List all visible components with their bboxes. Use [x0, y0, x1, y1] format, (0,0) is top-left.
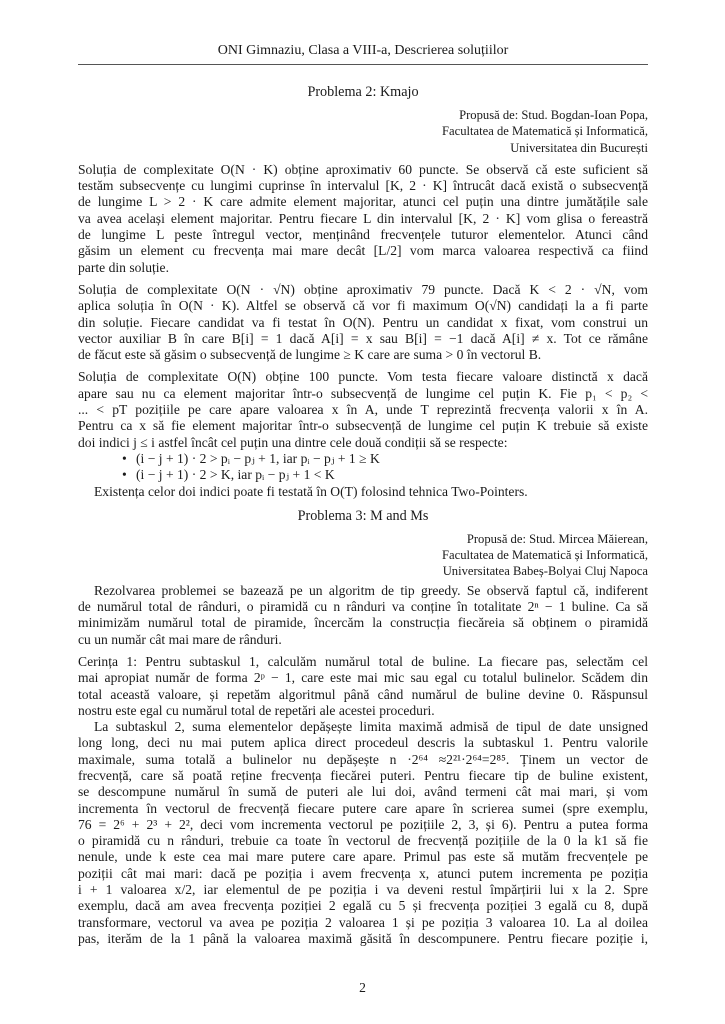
text-line: i + 1 valoarea x/2, iar elementul de pe poziția i va deveni restul împărțirii lui x la 2. Spre — [78, 882, 648, 898]
condition-text: (i − j + 1) · 2 > pᵢ − pⱼ + 1, iar pᵢ − pⱼ + 1 ≥ K — [136, 450, 380, 466]
condition-item — [78, 467, 648, 483]
text-line: nenule, unde k este cea mai mare putere care apare. Primul pas este să mutăm frecvențele pe — [78, 849, 648, 865]
text-line: mai apropiat număr de forma 2ᵖ − 1, care este mai mic sau egal cu totalul bulinelor. Scădem din — [78, 670, 648, 686]
problem-3-title: Problema 3: M and Ms — [297, 507, 429, 524]
author-line: Universitatea din București — [510, 140, 648, 155]
problem-3-paragraph-2 — [78, 654, 648, 719]
conditions-list — [78, 451, 648, 484]
text-line: Soluția de complexitate O(N · K) obține aproximativ 60 puncte. Se observă că este suficient să — [78, 161, 648, 177]
text-line: poziții cât mai mari: dacă pe poziția i avem frecvența x, atunci putem incrementa pe poziția — [78, 865, 648, 881]
text-line: din soluție. Fiecare candidat va fi testat în O(N). Pentru un candidat x fixat, vom construi un — [78, 314, 648, 330]
text-line: maximale, suma totală a bulinelor nu depășește n ·2⁶⁴ ≈2²¹·2⁶⁴=2⁸⁵. Ținem un vector de — [78, 751, 648, 767]
problem-2-paragraph-2 — [78, 282, 648, 363]
text-line: transformare, vectorul va avea pe poziția 2 valoarea 1 și pe poziția 3 valoarea 10. La al doilea — [78, 914, 648, 930]
problem-2-author — [78, 107, 648, 156]
text-line: minimizăm numărul total de piramide, încercăm la construcția fiecăreia să obținem o piramidă — [78, 615, 648, 631]
text-line: pas, iterăm de la 1 până la valoarea maximă găsită în descompunere. Pentru fiecare poziție i, — [78, 930, 648, 946]
problem-3-paragraph-1 — [78, 583, 648, 648]
text-line: de făcut este să găsim o subsecvență de lungime ≥ K care are suma > 0 în vectorul B. — [78, 347, 542, 363]
running-header: ONI Gimnaziu, Clasa a VIII-a, Descrierea soluțiilor — [78, 43, 648, 65]
text-line: vector auxiliar B în care B[i] = 1 dacă A[i] = x sau B[i] = −1 dacă A[i] ≠ x. Tot ce rămâne — [78, 330, 648, 346]
text-line: doi indici j ≤ i astfel încât cel puțin una dintre cele două condiții să se respecte: — [78, 434, 508, 450]
text-line: Soluția de complexitate O(N · √N) obține aproximativ 79 puncte. Dacă K < 2 · √N, vom — [78, 281, 648, 297]
text-line: Pentru ca x să fie element majoritar într-o subsecvență de lungime cel puțin K trebuie să existe — [78, 418, 648, 434]
text-line: va avea același element majoritar. Pentru fiecare L din intervalul [K, 2 · K] vom glisa o fereastră — [78, 210, 648, 226]
text-line: total această valoare, și repetăm algoritmul până când numărul de buline devine 0. Răspunsul — [78, 686, 648, 702]
author-line: Propusă de: Stud. Mircea Măierean, — [466, 531, 648, 546]
text-line: nostru este egal cu numărul total de repetări ale acestei proceduri. — [78, 702, 435, 718]
text-line: long long, deci nu mai putem aplica direct procedeul descris la subtaskul 1. Pentru valorile — [78, 735, 648, 751]
text-line: 76 = 2⁶ + 2³ + 2², deci vom incrementa vectorul pe pozițiile 2, 3, și 6). Pentru a putea forma — [78, 816, 648, 832]
text-line: de lungime L peste întregul vector, menținând frecvențele tuturor elementelor. Atunci când — [78, 227, 648, 243]
author-line: Facultatea de Matematică și Informatică, — [442, 548, 648, 563]
text-line: aplica soluția în O(N · K). Altfel se observă că vor fi maximum O(√N) candidați la a fi parte — [78, 298, 648, 314]
author-line: Propusă de: Stud. Bogdan-Ioan Popa, — [459, 108, 648, 122]
text-line: se descompune numărul în sumă de puteri ale lui doi, având termeni cât mai mari, și vom — [78, 784, 648, 800]
problem-2-closing: Existența celor doi indici poate fi testată în O(T) folosind tehnica Two-Pointers. — [94, 483, 528, 499]
author-line: Facultatea de Matematică și Informatică, — [442, 124, 648, 139]
problem-2-paragraph-3 — [78, 369, 648, 450]
text-line: cu un număr cât mai mare de rânduri. — [78, 631, 282, 647]
text-line: găsim un element cu frecvența mai mare decât [L/2] vom marca valoarea respectivă ca fiind — [78, 243, 648, 259]
condition-item — [78, 451, 648, 467]
bullet-icon: • — [122, 450, 127, 466]
text-line: La subtaskul 2, suma elementelor depășește limita maximă admisă de tipul de date unsigned — [94, 719, 648, 735]
bullet-icon: • — [122, 467, 127, 483]
text-line: Cerința 1: Pentru subtaskul 1, calculăm numărul total de buline. La fiecare pas, selectăm cel — [78, 653, 648, 669]
problem-3-author — [78, 531, 648, 580]
text-line: apare sau nu ca element majoritar într-o subsecvență de lungime cel puțin K. Fie p₁ < p₂ < — [78, 385, 648, 401]
text-line: de numărul total de rânduri, o piramidă cu n rânduri va conține în totalitate 2ⁿ − 1 buline. Ca să — [78, 599, 648, 615]
page-number: 2 — [359, 980, 366, 995]
text-line: frecvență, care să poată reține frecvența fiecărei puteri. Pentru fiecare tip de buline existent, — [78, 767, 648, 783]
text-line: de lungime L > 2 · K care admite element majoritar, atunci cel puțin una dintre jumătățile sale — [78, 194, 648, 210]
text-line: Soluția de complexitate O(N) obține 100 puncte. Vom testa fiecare valoare distinctă x dacă — [78, 369, 648, 385]
text-line: o piramidă cu n rânduri, trebuie ca toate în vectorul de frecvență pozițiile de la 0 la k1 să fie — [78, 833, 648, 849]
text-line: Rezolvarea problemei se bazează pe un algoritm de tip greedy. Se observă faptul că, indiferent — [94, 582, 648, 598]
page-body — [78, 84, 648, 947]
condition-text: (i − j + 1) · 2 > K, iar pᵢ − pⱼ + 1 < K — [136, 467, 335, 483]
problem-3-paragraph-3 — [78, 719, 648, 947]
author-line: Universitatea Babeș-Bolyai Cluj Napoca — [442, 564, 648, 579]
text-line: parte din soluție. — [78, 259, 169, 275]
text-line: testăm subsecvențe cu lungimi cuprinse în intervalul [K, 2 · K] întrucât dacă există o subsecvență — [78, 178, 648, 194]
text-line: exemplu, dacă am avea frecvența poziției 2 egală cu 5 și frecvența poziției 3 egală cu 8, după — [78, 898, 648, 914]
text-line: incrementa în vectorul de frecvență fiecare putere care apare în scrierea sumei (spre exemplu, — [78, 800, 648, 816]
text-line: ... < pT pozițiile pe care apare valoarea x în A, unde T reprezintă frecvența valorii x în A. — [78, 402, 648, 418]
problem-2-title: Problema 2: Kmajo — [307, 84, 419, 100]
problem-2-paragraph-1 — [78, 162, 648, 276]
